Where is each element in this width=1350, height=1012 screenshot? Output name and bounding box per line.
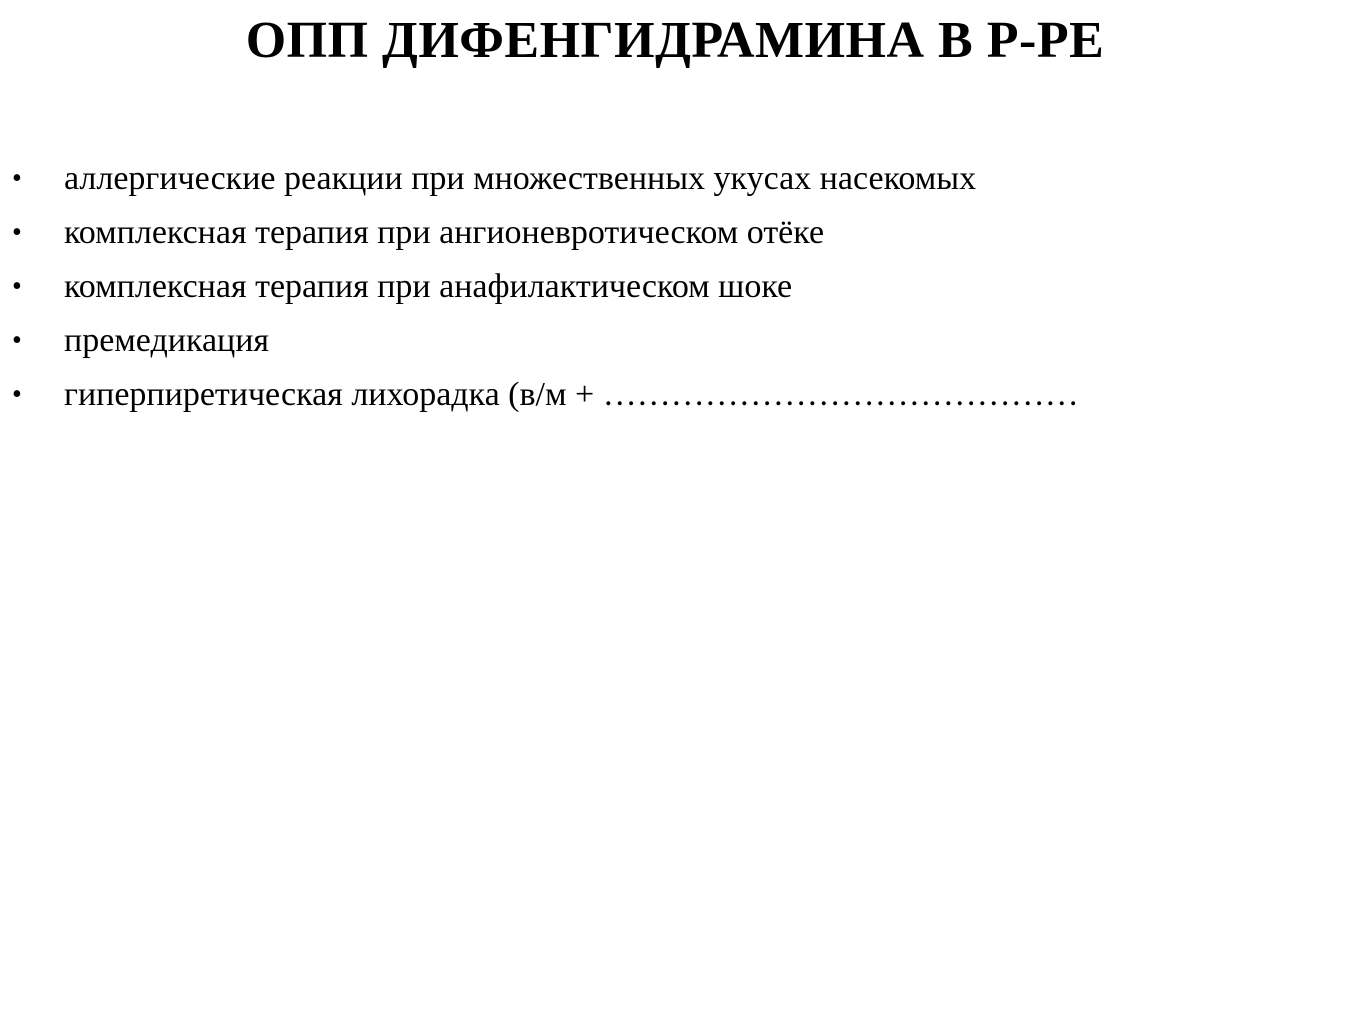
bullet-icon: • (12, 379, 22, 410)
list-item-text: аллергические реакции при множественных укусах насекомых (64, 160, 977, 197)
list-item (0, 372, 1330, 426)
list-item (0, 264, 1330, 318)
slide-title: ОПП ДИФЕНГИДРАМИНА В Р-РЕ (245, 12, 1105, 69)
list-item-text: комплексная терапия при анафилактическом шоке (64, 268, 793, 305)
list-item (0, 156, 1330, 210)
list-item (0, 318, 1330, 372)
bullet-icon: • (12, 271, 22, 302)
list-item-text: гиперпиретическая лихорадка (в/м + …………………………………… (64, 376, 1079, 413)
list-item (0, 210, 1330, 264)
bullet-icon: • (12, 163, 22, 194)
bullet-icon: • (12, 325, 22, 356)
bullet-list (0, 156, 1330, 426)
list-item-text: премедикация (64, 322, 270, 359)
list-item-text: комплексная терапия при ангионевротическом отёке (64, 214, 825, 251)
bullet-icon: • (12, 217, 22, 248)
